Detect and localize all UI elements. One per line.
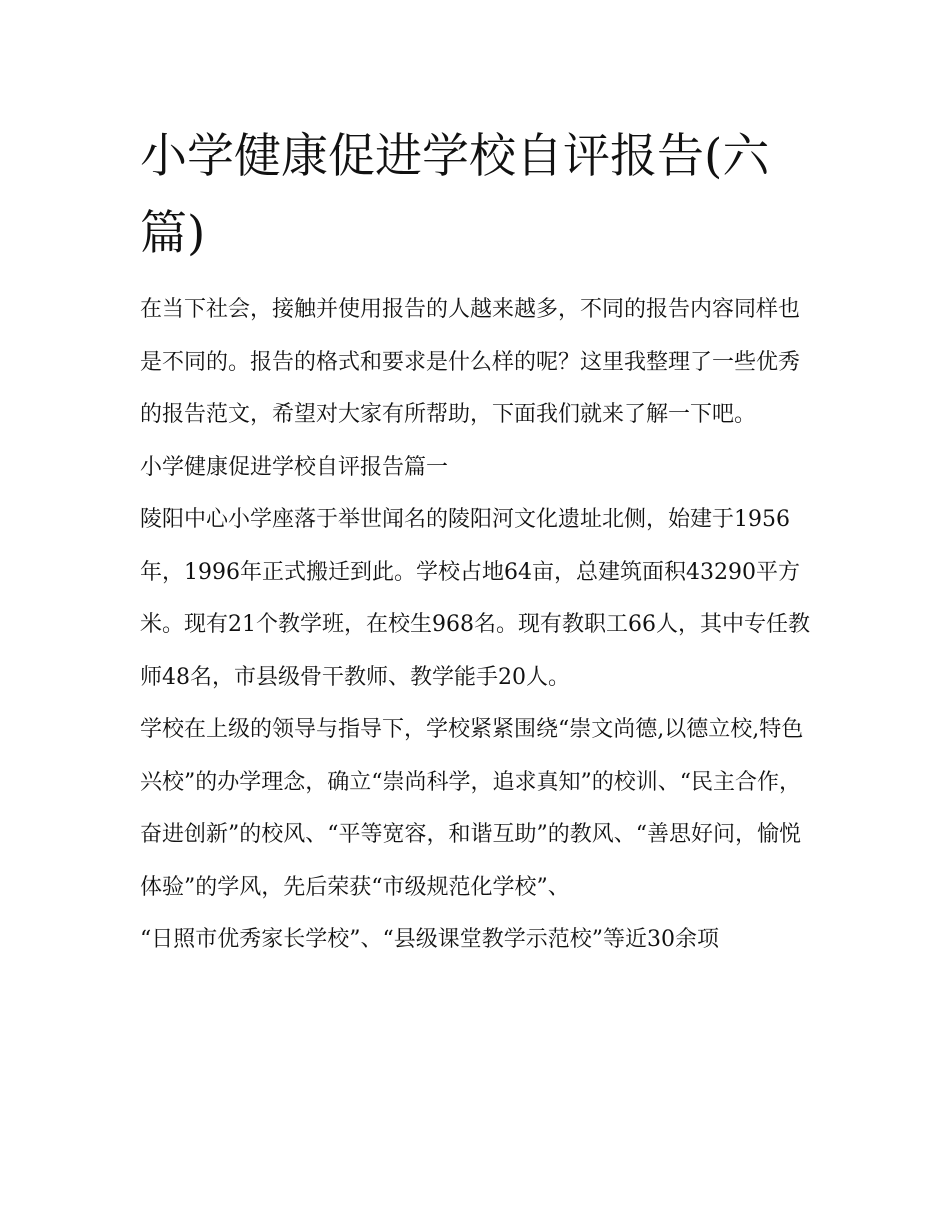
body-paragraph-2: 学校在上级的领导与指导下，学校紧紧围绕“崇文尚德,以德立校,特色兴校”的办学理念，确立“崇尚科学，追求真知”的校训、“民主合作，奋进创新”的校风、“平等宽容，和谐互助”的教风、“善思好问，愉悦体验”的学风，先后荣获“市级规范化学校”、 [140, 717, 804, 900]
body-paragraph-1: 陵阳中心小学座落于举世闻名的陵阳河文化遗址北侧，始建于1956年，1996年正式搬迁到此。学校占地64亩，总建筑面积43290平方米。现有21个教学班，在校生968名。现有教职工66人，其中专任教师48名，市县级骨干教师、教学能手20人。 [140, 507, 810, 690]
document-page [140, 118, 815, 967]
document-title: 小学健康促进学校自评报告(六篇) [140, 129, 770, 261]
intro-paragraph: 在当下社会，接触并使用报告的人越来越多，不同的报告内容同样也是不同的。报告的格式和要求是什么样的呢？这里我整理了一些优秀的报告范文，希望对大家有所帮助，下面我们就来了解一下吧。 [140, 297, 801, 427]
body-paragraph-3: “日照市优秀家长学校”、“县级课堂教学示范校”等近30余项 [140, 927, 719, 952]
section-heading: 小学健康促进学校自评报告篇一 [140, 454, 449, 480]
